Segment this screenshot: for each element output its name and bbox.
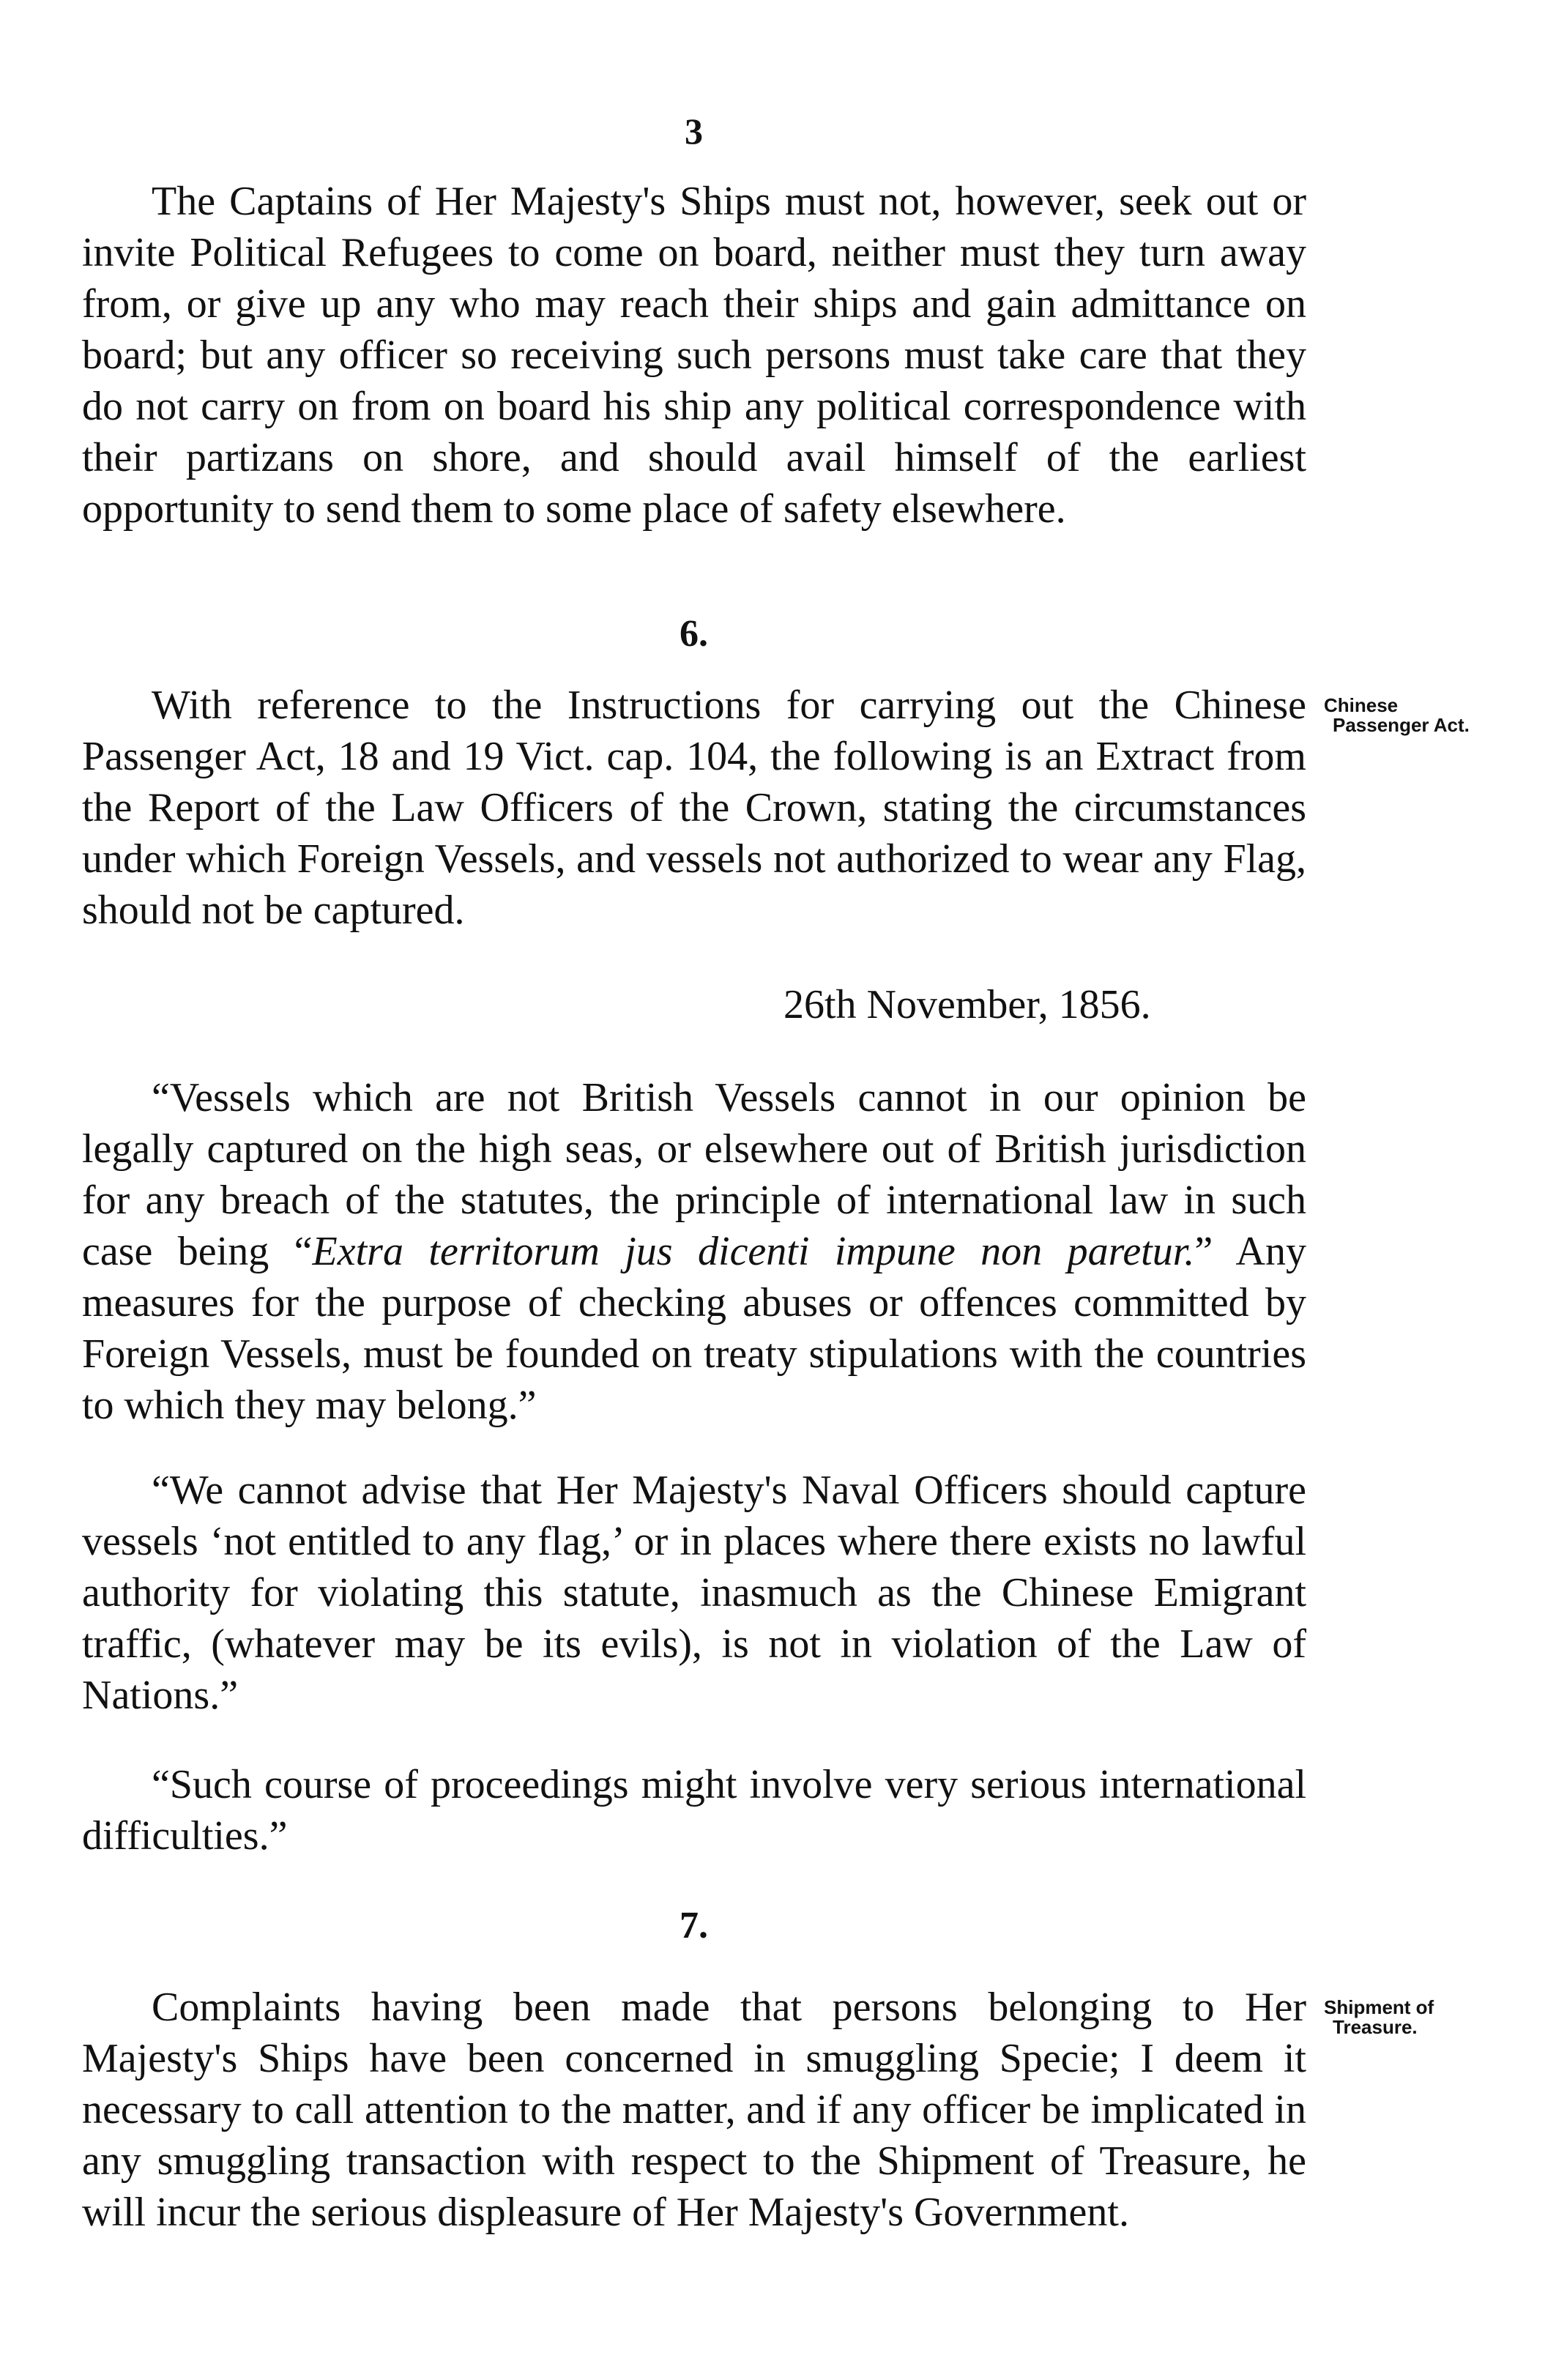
section-5-paragraph: The Captains of Her Majesty's Ships must not, however, seek out or invite Political Refugees to come on board, neither must they turn away from, or give up any who may reach their ships and gain admittance on board; but any officer so receiving such persons must take care that they do not carry on from on board his ship any political correspondence with their partizans on shore, and should avail himself of the earliest opportunity to send them to some place of safety elsewhere. (82, 179, 1306, 532)
page-number: 3 (685, 111, 703, 152)
quote-3-paragraph: “Such course of proceedings might involve very serious international difficulties.” (82, 1762, 1306, 1859)
section-6-block (82, 680, 1306, 936)
section-6-number: 6. (680, 613, 708, 655)
margin-note-line: Passenger Act. (1333, 714, 1470, 736)
quote-1-paragraph (82, 1072, 1306, 1431)
quote-2-paragraph: “We cannot advise that Her Majesty's Naval Officers should capture vessels ‘not entitled to any flag,’ or in places where there exists no lawful authority for violating this statute, inasmuch as the Chinese Emigrant traffic, (whatever may be its evils), is not in violation of the Law of Nations.” (82, 1468, 1306, 1718)
margin-note-chinese-passenger-act (1324, 696, 1507, 735)
quote-1-text-after: ” Any measures for the purpose of checking abuses or offences committed by Foreign Vessels, must be founded on treaty stipulations with the countries to which they may belong.” (82, 1229, 1307, 1428)
margin-note-line: Shipment of (1324, 1996, 1434, 2018)
quote-3-block (82, 1759, 1306, 1862)
margin-note-line: Chinese (1324, 694, 1399, 716)
report-date: 26th November, 1856. (783, 982, 1151, 1027)
quote-2-block (82, 1465, 1306, 1721)
section-5-block (82, 176, 1306, 535)
margin-note-shipment-of-treasure (1324, 1998, 1507, 2037)
margin-note-line: Treasure. (1333, 2016, 1418, 2038)
quote-1-text-before: “Vessels which are not British Vessels cannot in our opinion be legally captured on the high seas, or elsewhere out of British jurisdiction for any breach of the statutes, the principle of international law in such case being “ (82, 1075, 1306, 1274)
section-7-block (82, 1982, 1306, 2238)
quote-1-block (82, 1072, 1306, 1431)
section-7-number: 7. (680, 1905, 708, 1946)
section-7-paragraph: Complaints having been made that persons belonging to Her Majesty's Ships have been concerned in smuggling Specie; I deem it necessary to call attention to the matter, and if any officer be implicated in any smuggling transaction with respect to the Shipment of Treasure, he will incur the serious displeasure of Her Majesty's Government. (82, 1985, 1306, 2235)
quote-1-latin-phrase: Extra territorum jus dicenti impune non paretur. (312, 1229, 1195, 1274)
section-6-paragraph: With reference to the Instructions for carrying out the Chinese Passenger Act, 18 and 19 Vict. cap. 104, the following is an Extract from the Report of the Law Officers of the Crown, stating the circumstances under which Foreign Vessels, and vessels not authorized to wear any Flag, should not be captured. (82, 683, 1306, 933)
